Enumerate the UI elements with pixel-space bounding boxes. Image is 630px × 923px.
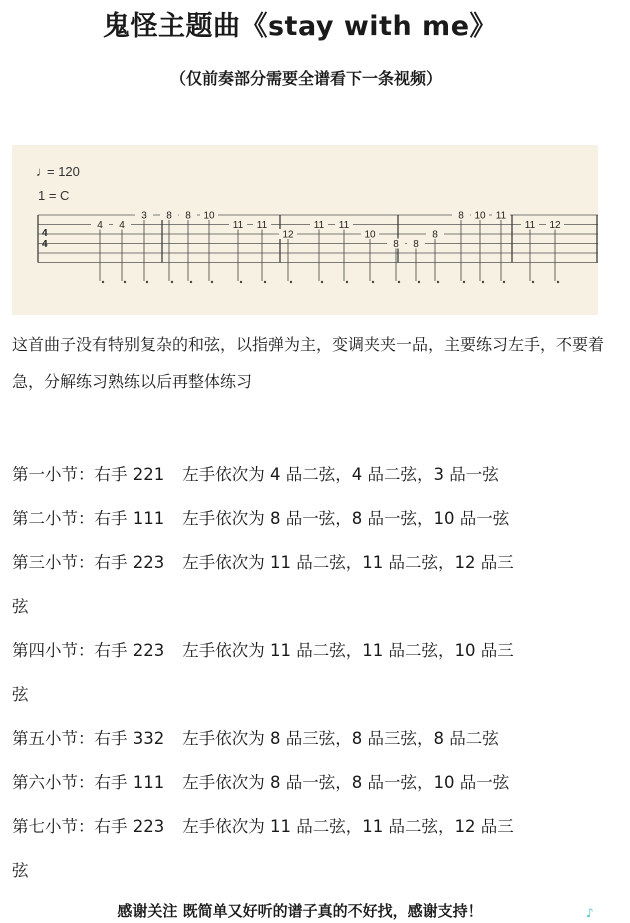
fret-number: 12 — [282, 229, 294, 241]
rhythm-dot — [437, 281, 439, 283]
rhythm-dot — [532, 281, 534, 283]
bar-left-hand: 左手依次为 8 品三弦，8 品三弦，8 品二弦 — [182, 729, 499, 748]
fret-number: 11 — [495, 210, 507, 222]
watermark-icon: ♪ — [586, 906, 594, 920]
bar-instruction-continued: 弦 — [12, 685, 29, 704]
fret-number: 10 — [364, 229, 376, 241]
bar-instruction — [12, 761, 612, 805]
bar-right-hand: 第四小节：右手 223 — [12, 641, 165, 660]
fret-number: 8 — [413, 239, 419, 250]
rhythm-dot — [463, 281, 465, 283]
bar-right-hand: 第七小节：右手 223 — [12, 817, 165, 836]
rhythm-dot — [346, 281, 348, 283]
fret-number: 4 — [97, 220, 103, 231]
rhythm-dot — [240, 281, 242, 283]
rhythm-dot — [418, 281, 420, 283]
rhythm-dot — [372, 281, 374, 283]
fret-number: 11 — [338, 220, 350, 231]
bar-left-hand: 左手依次为 11 品二弦，11 品二弦，12 品三 — [182, 553, 514, 572]
rhythm-dot — [264, 281, 266, 283]
fret-number: 11 — [256, 220, 268, 231]
tempo-note-icon: ♩ — [36, 164, 49, 179]
bar-instruction-continued: 弦 — [12, 861, 29, 880]
fret-number: 11 — [313, 220, 325, 231]
time-signature-bottom: 4 — [42, 239, 48, 250]
rhythm-dot — [190, 281, 192, 283]
bar-left-hand: 左手依次为 11 品二弦，11 品二弦，12 品三 — [182, 817, 514, 836]
rhythm-dot — [146, 281, 148, 283]
bar-right-hand: 第六小节：右手 111 — [12, 773, 165, 792]
page-subtitle: （仅前奏部分需要全谱看下一条视频） — [169, 69, 442, 88]
key-label: 1 = C — [38, 188, 70, 203]
bar-instruction — [12, 805, 612, 849]
rhythm-dot — [503, 281, 505, 283]
time-signature-top: 4 — [42, 228, 48, 239]
fret-number: 10 — [203, 210, 215, 222]
rhythm-dot — [290, 281, 292, 283]
rhythm-dot — [124, 281, 126, 283]
guitar-tab-image — [12, 145, 598, 315]
fret-number: 12 — [549, 220, 561, 231]
tempo-label: = 120 — [47, 164, 80, 179]
rhythm-dot — [171, 281, 173, 283]
fret-number: 8 — [458, 210, 464, 222]
fret-number: 8 — [166, 210, 172, 222]
intro-paragraph: 这首曲子没有特别复杂的和弦，以指弹为主，变调夹夹一品，主要练习左手，不要着急，分解练习熟练以后再整体练习 — [12, 335, 605, 391]
rhythm-dot — [557, 281, 559, 283]
bar-instruction — [12, 541, 612, 585]
bar-left-hand: 左手依次为 8 品一弦，8 品一弦，10 品一弦 — [182, 509, 510, 528]
fret-number: 11 — [232, 220, 244, 231]
bar-right-hand: 第一小节：右手 221 — [12, 465, 165, 484]
fret-number: 4 — [119, 220, 125, 231]
rhythm-dot — [211, 281, 213, 283]
rhythm-dot — [482, 281, 484, 283]
rhythm-dot — [321, 281, 323, 283]
rhythm-dot — [102, 281, 104, 283]
fret-number: 8 — [432, 229, 438, 241]
bar-instruction — [12, 629, 612, 673]
bar-right-hand: 第二小节：右手 111 — [12, 509, 165, 528]
footer-text: 感谢关注 既简单又好听的谱子真的不好找，感谢支持！ — [117, 902, 483, 920]
bar-instruction — [12, 497, 612, 541]
bar-instruction — [12, 453, 612, 497]
bar-instruction — [12, 717, 612, 761]
bar-right-hand: 第五小节：右手 332 — [12, 729, 165, 748]
page-title: 鬼怪主题曲《stay with me》 — [102, 11, 498, 42]
bar-right-hand: 第三小节：右手 223 — [12, 553, 165, 572]
fret-number: 8 — [393, 239, 399, 250]
rhythm-dot — [398, 281, 400, 283]
fret-number: 3 — [141, 210, 147, 222]
fret-number: 8 — [185, 210, 191, 222]
bar-left-hand: 左手依次为 4 品二弦，4 品二弦，3 品一弦 — [182, 465, 499, 484]
bar-instruction-continued: 弦 — [12, 597, 29, 616]
bar-left-hand: 左手依次为 11 品二弦，11 品二弦，10 品三 — [182, 641, 514, 660]
tab-staff — [12, 145, 598, 315]
bar-left-hand: 左手依次为 8 品一弦，8 品一弦，10 品一弦 — [182, 773, 510, 792]
bar-instructions — [12, 453, 612, 893]
fret-number: 10 — [474, 210, 486, 222]
fret-number: 11 — [524, 220, 536, 231]
